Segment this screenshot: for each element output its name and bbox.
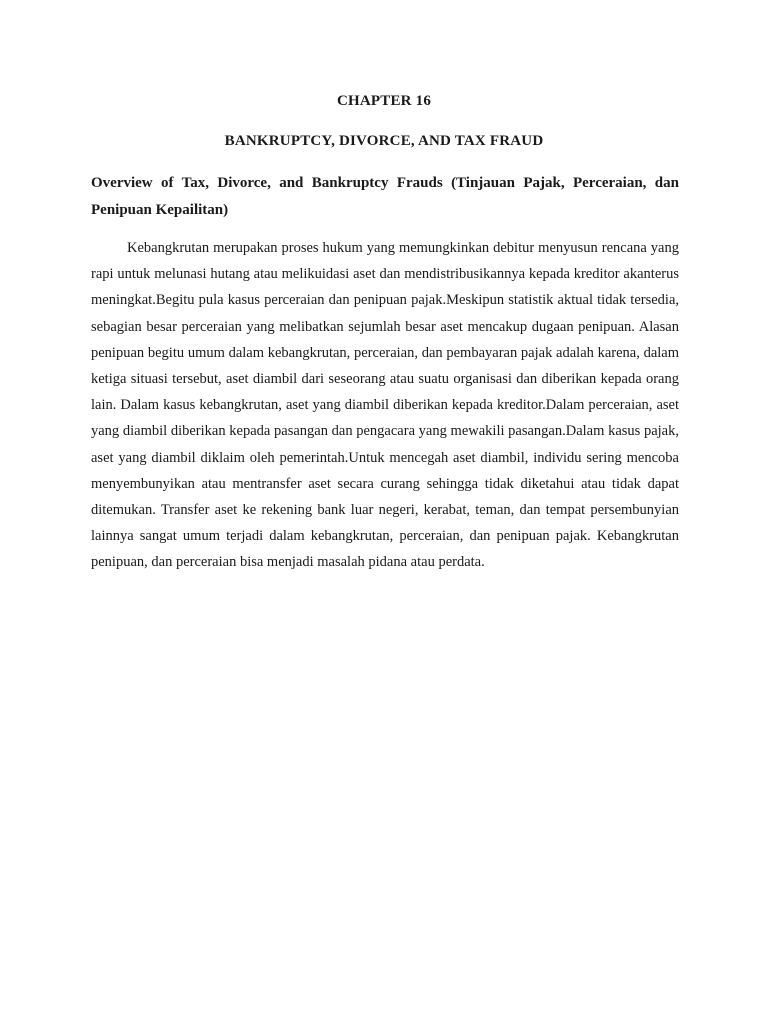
body-paragraph: Kebangkrutan merupakan proses hukum yang memungkinkan debitur menyusun rencana yang rapi untuk melunasi hutang atau melikuidasi aset dan mendistribusikannya kepada kreditor akanterus meningkat.Begitu pula kasus perceraian dan penipuan pajak.Meskipun statistik aktual tidak tersedia, sebagian besar perceraian yang melibatkan sejumlah besar aset mencakup dugaan penipuan. Alasan penipuan begitu umum dalam kebangkrutan, perceraian, dan pembayaran pajak adalah karena, dalam ketiga situasi tersebut, aset diambil dari seseorang atau suatu organisasi dan diberikan kepada orang lain. Dalam kasus kebangkrutan, aset yang diambil diberikan kepada kreditor.Dalam perceraian, aset yang diambil diberikan kepada pasangan dan pengacara yang mewakili pasangan.Dalam kasus pajak, aset yang diambil diklaim oleh pemerintah.Untuk mencegah aset diambil, individu sering mencoba menyembunyikan atau mentransfer aset secara curang sehingga tidak diketahui atau tidak dapat ditemukan. Transfer aset ke rekening bank luar negeri, kerabat, teman, dan tempat persembunyian lainnya sangat umum terjadi dalam kebangkrutan, perceraian, dan penipuan pajak. Kebangkrutan penipuan, dan perceraian bisa menjadi masalah pidana atau perdata. [91, 240, 679, 571]
chapter-number: CHAPTER 16 [336, 93, 432, 109]
chapter-title: BANKRUPTCY, DIVORCE, AND TAX FRAUD [224, 133, 544, 149]
section-heading: Overview of Tax, Divorce, and Bankruptcy Frauds (Tinjauan Pajak, Perceraian, dan Penipuan Kepailitan) [91, 175, 679, 218]
